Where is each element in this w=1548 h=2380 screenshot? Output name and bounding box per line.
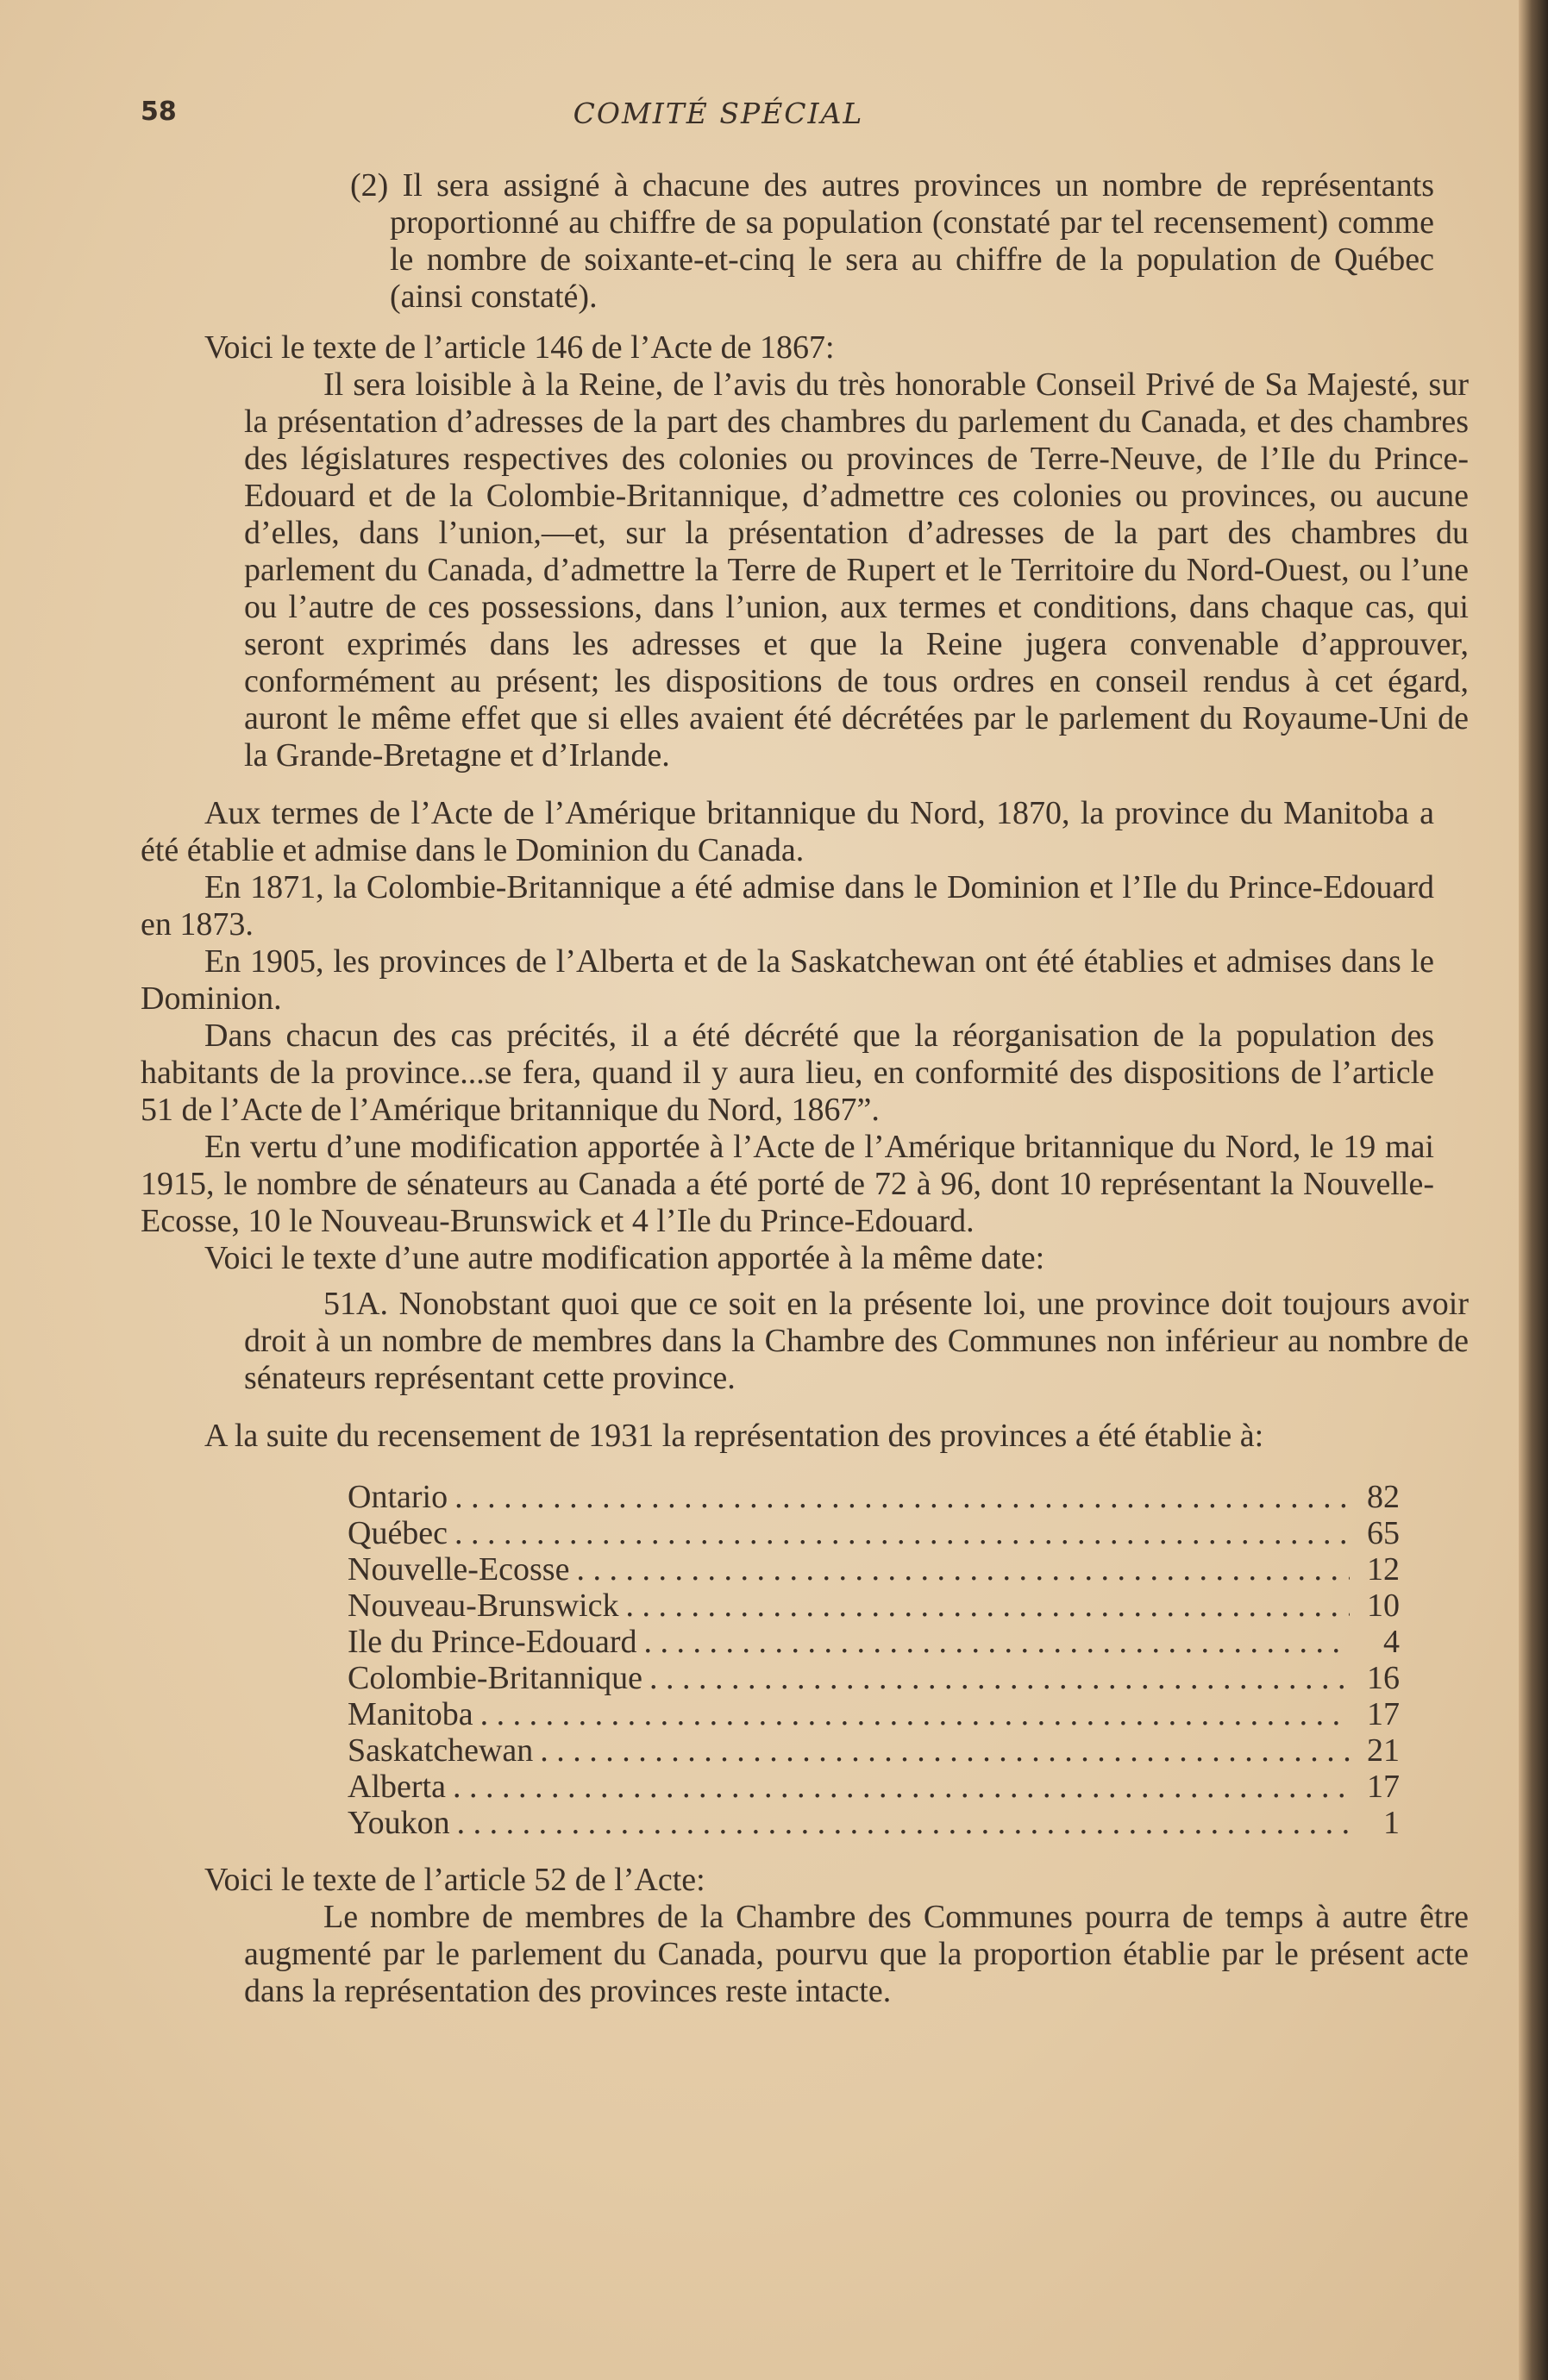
paragraph-1931: A la suite du recensement de 1931 la représentation des provinces a été établie à: xyxy=(204,1418,1264,1454)
leader-dots xyxy=(454,1479,1350,1516)
body-text xyxy=(141,167,1469,2010)
paragraph-intro-146: Voici le texte de l’article 146 de l’Acte de 1867: xyxy=(204,329,835,366)
table-row xyxy=(348,1479,1400,1515)
seat-count: 65 xyxy=(1367,1515,1400,1551)
province-name: Nouveau-Brunswick xyxy=(348,1588,619,1624)
paragraph-cases: Dans chacun des cas précités, il a été décrété que la réorganisation de la population des habitants de la province...se fera, quand il y aura lieu, en conformité des dispositions de l’article 51 de l’Acte de l’Amérique britannique du Nord, 1867”. xyxy=(141,1018,1434,1128)
seat-count: 10 xyxy=(1367,1588,1400,1624)
page-number: 58 xyxy=(141,97,177,127)
quote-article-52: Le nombre de membres de la Chambre des Communes pourra de temps à autre être augmenté par le parlement du Canada, pourvu que la proportion établie par le présent acte dans la représentation des provinces reste intacte. xyxy=(244,1899,1469,2009)
leader-dots xyxy=(625,1588,1350,1625)
table-row xyxy=(348,1696,1400,1732)
seat-count: 82 xyxy=(1367,1479,1400,1515)
table-row xyxy=(348,1769,1400,1805)
province-name: Manitoba xyxy=(348,1696,473,1732)
leader-dots xyxy=(480,1696,1350,1733)
province-name: Ontario xyxy=(348,1479,448,1515)
table-row xyxy=(348,1624,1400,1660)
paragraph-1905: En 1905, les provinces de l’Alberta et de la Saskatchewan ont été établies et admises dans le Dominion. xyxy=(141,943,1434,1017)
paragraph-1871: En 1871, la Colombie-Britannique a été admise dans le Dominion et l’Ile du Prince-Edouard en 1873. xyxy=(141,869,1434,943)
seat-count: 17 xyxy=(1367,1696,1400,1732)
leader-dots xyxy=(649,1660,1350,1697)
province-name: Alberta xyxy=(348,1769,446,1805)
book-spine-shadow xyxy=(1519,0,1548,2380)
paragraph-intro-52: Voici le texte de l’article 52 de l’Acte: xyxy=(204,1862,705,1898)
running-title: COMITÉ SPÉCIAL xyxy=(573,97,864,130)
province-name: Nouvelle-Ecosse xyxy=(348,1551,570,1588)
province-name: Saskatchewan xyxy=(348,1732,534,1769)
seat-count: 12 xyxy=(1367,1551,1400,1588)
leader-dots xyxy=(453,1769,1350,1806)
table-row xyxy=(348,1732,1400,1769)
leader-dots xyxy=(576,1551,1350,1588)
seat-count: 4 xyxy=(1383,1624,1400,1660)
table-row xyxy=(348,1551,1400,1588)
paragraph-manitoba: Aux termes de l’Acte de l’Amérique britannique du Nord, 1870, la province du Manitoba a été établie et admise dans le Dominion du Canada. xyxy=(141,795,1434,868)
paragraph-intro-51a: Voici le texte d’une autre modification apportée à la même date: xyxy=(204,1240,1045,1276)
table-row xyxy=(348,1805,1400,1841)
seat-count: 1 xyxy=(1383,1805,1400,1841)
leader-dots xyxy=(540,1732,1350,1769)
leader-dots xyxy=(454,1515,1350,1552)
seat-count: 17 xyxy=(1367,1769,1400,1805)
table-row xyxy=(348,1588,1400,1624)
seat-count: 16 xyxy=(1367,1660,1400,1696)
province-name: Youkon xyxy=(348,1805,450,1841)
leader-dots xyxy=(457,1805,1350,1842)
province-name: Colombie-Britannique xyxy=(348,1660,642,1696)
page-header xyxy=(141,97,1434,140)
quote-article-51a: 51A. Nonobstant quoi que ce soit en la présente loi, une province doit toujours avoir droit à un nombre de membres dans la Chambre des Communes non inférieur au nombre de sénateurs représentant cette province. xyxy=(244,1286,1469,1396)
paragraph-1915: En vertu d’une modification apportée à l’Acte de l’Amérique britannique du Nord, le 19 mai 1915, le nombre de sénateurs au Canada a été porté de 72 à 96, dont 10 représentant la Nouvelle-Ecosse, 10 le Nouveau-Brunswick et 4 l’Ile du Prince-Edouard. xyxy=(141,1129,1434,1239)
province-name: Québec xyxy=(348,1515,448,1551)
table-row xyxy=(348,1660,1400,1696)
quote-article-146: Il sera loisible à la Reine, de l’avis du très honorable Conseil Privé de Sa Majesté, sur la présentation d’adresses de la part des chambres du parlement du Canada, et des chambres des législatures respectives des colonies ou provinces de Terre-Neuve, de l’Ile du Prince-Edouard et de la Colombie-Britannique, d’admettre ces colonies ou provinces, ou aucune d’elles, dans l’union,—et, sur la présentation d’adresses de la part des chambres du parlement du Canada, d’admettre la Terre de Rupert et le Territoire du Nord-Ouest, ou l’une ou l’autre de ces possessions, dans l’union, aux termes et conditions, dans chaque cas, qui seront exprimés dans les adresses et que la Reine jugera convenable d’approuver, conformément au présent; les dispositions de tous ordres en conseil rendus à cet égard, auront le même effet que si elles avaient été décrétées par le parlement du Royaume-Uni de la Grande-Bretagne et d’Irlande. xyxy=(244,366,1469,774)
paragraph-clause-2: (2) Il sera assigné à chacune des autres provinces un nombre de représentants proportionné au chiffre de sa population (constaté par tel recensement) comme le nombre de soixante-et-cinq le sera au chiffre de la population de Québec (ainsi constaté). xyxy=(350,167,1434,315)
province-name: Ile du Prince-Edouard xyxy=(348,1624,637,1660)
leader-dots xyxy=(644,1624,1350,1661)
table-row xyxy=(348,1515,1400,1551)
seats-table xyxy=(348,1479,1400,1841)
seat-count: 21 xyxy=(1367,1732,1400,1769)
